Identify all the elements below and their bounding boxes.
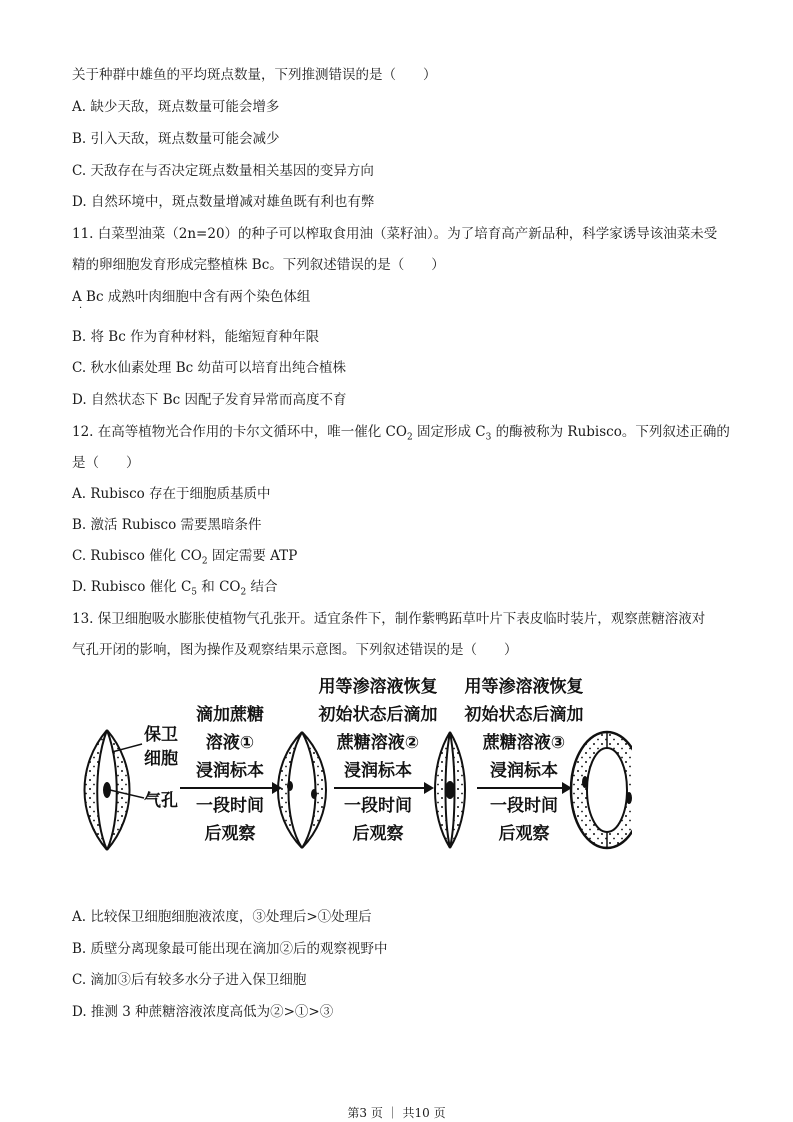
label-guard-cell-1: 保卫 (144, 725, 178, 745)
label-guard-cell-2: 细胞 (144, 749, 178, 769)
step2-line6: 后观察 (352, 824, 404, 844)
step2-line1: 用等渗溶液恢复 (318, 677, 438, 697)
label-pore: 气孔 (144, 791, 178, 811)
q11-option-b: B. 将 Bc 作为育种材料，能缩短育种年限 (72, 329, 320, 345)
q12-stem-line1: 12. 在高等植物光合作用的卡尔文循环中，唯一催化 $CO_2$ 固定形成 $C_3$ 的酶被称为 Rubisco。下列叙述正确的 (72, 424, 730, 443)
q13-option-a: A. 比较保卫细胞细胞液浓度，③处理后>①处理后 (72, 909, 372, 925)
step1-line1: 滴加蔗糖 (196, 705, 264, 725)
q11-option-d: D. 自然状态下 Bc 因配子发育异常而高度不育 (72, 392, 347, 408)
step3-instructions (464, 676, 584, 844)
stoma-after-solution-1 (278, 732, 326, 848)
step3-line1: 用等渗溶液恢复 (464, 677, 584, 697)
step1-line2: 溶液① (205, 733, 255, 753)
step3-line2: 初始状态后滴加 (464, 705, 584, 725)
q11-option-a: A Bc 成熟叶肉细胞中含有两个染色体组 (72, 289, 311, 305)
stoma-after-solution-2 (435, 732, 465, 848)
step2-line5: 一段时间 (344, 796, 412, 816)
q12-option-a: A. Rubisco 存在于细胞质基质中 (72, 486, 271, 502)
q12-option-b: B. 激活 Rubisco 需要黑暗条件 (72, 517, 262, 533)
page-footer: 第3 页 ｜ 共10 页 (347, 1106, 446, 1120)
step1-line4: 一段时间 (196, 796, 264, 816)
q11-stem-line1: 11. 白菜型油菜（2n=20）的种子可以榨取食用油（菜籽油）。为了培育高产新品种，科学家诱导该油菜未受 (72, 226, 718, 242)
q13-stem-line1: 13. 保卫细胞吸水膨胀使植物气孔张开。适宜条件下，制作紫鸭跖草叶片下表皮临时装片，观察蔗糖溶液对 (72, 611, 706, 627)
step3-line4: 浸润标本 (490, 761, 558, 781)
arrow-2 (334, 782, 434, 794)
q13-option-b: B. 质壁分离现象最可能出现在滴加②后的观察视野中 (72, 941, 388, 957)
step1-instructions (196, 704, 264, 844)
arrow-1 (180, 782, 282, 794)
q10-option-d: D. 自然环境中，斑点数量增减对雄鱼既有利也有弊 (72, 194, 375, 210)
stoma-initial (85, 730, 130, 850)
step3-line5: 一段时间 (490, 796, 558, 816)
step3-line3: 蔗糖溶液③ (482, 733, 566, 753)
q13-option-d: D. 推测 3 种蔗糖溶液浓度高低为②>①>③ (72, 1004, 334, 1020)
arrow-3 (477, 782, 572, 794)
step2-instructions (318, 676, 438, 844)
stoma-after-solution-3 (571, 732, 632, 848)
step1-line5: 后观察 (204, 824, 256, 844)
q12-stem-line2: 是（ ） (72, 455, 140, 471)
q10-option-a: A. 缺少天敌，斑点数量可能会增多 (72, 99, 280, 115)
step2-line2: 初始状态后滴加 (318, 705, 438, 725)
stomata-experiment-diagram (72, 670, 632, 870)
q13-stem-line2: 气孔开闭的影响，图为操作及观察结果示意图。下列叙述错误的是（ ） (72, 642, 518, 658)
q10-stem: 关于种群中雄鱼的平均斑点数量，下列推测错误的是（ ） (72, 67, 437, 83)
step1-line3: 浸润标本 (196, 761, 264, 781)
q13-option-c: C. 滴加③后有较多水分子进入保卫细胞 (72, 972, 307, 988)
q11-stray-dot: · (79, 303, 83, 314)
q11-stem-line2: 精的卵细胞发育形成完整植株 Bc。下列叙述错误的是（ ） (72, 257, 445, 273)
q12-option-c: C. Rubisco 催化 $CO_2$ 固定需要 ATP (72, 548, 298, 567)
step3-line6: 后观察 (498, 824, 550, 844)
step2-line4: 浸润标本 (344, 761, 412, 781)
q12-option-d: D. Rubisco 催化 $C_5$ 和 $CO_2$ 结合 (72, 579, 278, 598)
q10-option-c: C. 天敌存在与否决定斑点数量相关基因的变异方向 (72, 163, 374, 179)
q11-option-c: C. 秋水仙素处理 Bc 幼苗可以培育出纯合植株 (72, 360, 346, 376)
q10-option-b: B. 引入天敌，斑点数量可能会减少 (72, 131, 280, 147)
step2-line3: 蔗糖溶液② (336, 733, 420, 753)
